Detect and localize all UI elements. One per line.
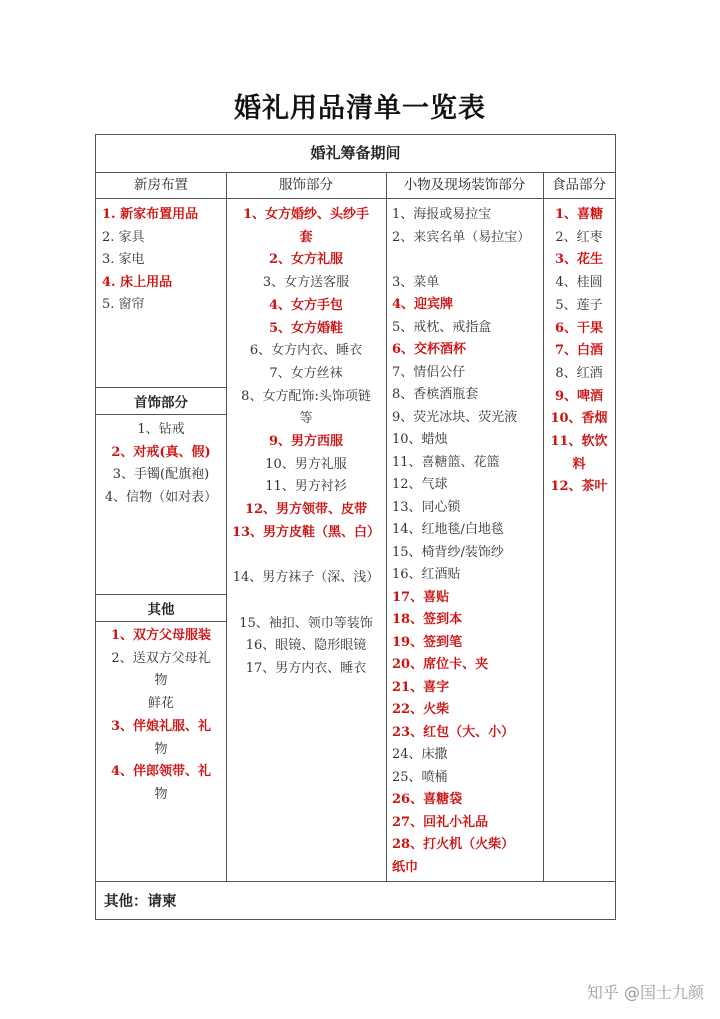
list-item: 7、情侣公仔 bbox=[392, 364, 466, 380]
list-item: 4、迎宾牌 bbox=[392, 297, 454, 312]
list-item: 2、红枣 bbox=[555, 229, 603, 245]
list-item: 3、伴娘礼服、礼 bbox=[110, 718, 212, 734]
column-header-room: 新房布置 bbox=[96, 172, 226, 199]
list-item: 5. 窗帘 bbox=[102, 297, 145, 312]
list-item: 4、信物（如对表） bbox=[104, 489, 218, 505]
list-item: 1、女方婚纱、头纱手 bbox=[242, 207, 370, 222]
list-item: 11、喜糖篮、花篮 bbox=[392, 454, 500, 470]
list-item: 等 bbox=[299, 411, 313, 427]
footer-divider bbox=[96, 881, 615, 882]
column-header-food: 食品部分 bbox=[543, 172, 615, 199]
list-item: 4、伴郎领带、礼 bbox=[110, 764, 212, 780]
list-item: 16、眼镜、隐形眼镜 bbox=[245, 638, 367, 654]
list-item: 1、钻戒 bbox=[137, 422, 185, 437]
list-item: 3、花生 bbox=[554, 252, 604, 268]
list-item: 27、回礼小礼品 bbox=[392, 814, 489, 830]
footer-note: 其他：请柬 bbox=[104, 893, 177, 910]
list-item: 17、男方内衣、睡衣 bbox=[245, 661, 367, 676]
list-item: 9、啤酒 bbox=[554, 388, 604, 404]
column-divider bbox=[386, 172, 387, 881]
list-item: 8、女方配饰:头饰项链 bbox=[241, 388, 371, 404]
list-item: 21、喜字 bbox=[392, 679, 450, 695]
list-item: 3、女方送客服 bbox=[262, 275, 350, 291]
list-item: 1、喜糖 bbox=[554, 207, 604, 222]
list-item: 鲜花 bbox=[147, 696, 174, 712]
list-item: 23、红包（大、小） bbox=[392, 724, 515, 740]
list-item: 物 bbox=[154, 673, 168, 689]
list-item: 纸巾 bbox=[392, 859, 419, 875]
list-item: 14、红地毯/白地毯 bbox=[392, 522, 504, 537]
list-item: 10、蜡烛 bbox=[392, 432, 448, 447]
list-item: 8、红酒 bbox=[555, 365, 603, 381]
list-item: 9、男方西服 bbox=[268, 434, 344, 449]
list-item: 13、男方皮鞋（黑、白） bbox=[231, 524, 381, 540]
list-item: 19、签到笔 bbox=[392, 634, 463, 650]
list-item: 5、莲子 bbox=[555, 297, 603, 313]
list-item: 4. 床上用品 bbox=[102, 274, 173, 290]
checklist-table bbox=[95, 134, 616, 920]
list-item: 3. 家电 bbox=[102, 252, 145, 267]
list-item: 10、男方礼服 bbox=[265, 456, 347, 472]
section-divider bbox=[96, 594, 226, 595]
list-item: 2、女方礼服 bbox=[268, 252, 344, 268]
list-item: 18、签到本 bbox=[392, 612, 463, 627]
column-header-clothing: 服饰部分 bbox=[226, 172, 386, 199]
list-item: 4、女方手包 bbox=[268, 297, 344, 313]
section-divider bbox=[96, 387, 226, 388]
list-item: 15、椅背纱/装饰纱 bbox=[392, 544, 504, 560]
list-item: 2、来宾名单（易拉宝） bbox=[392, 229, 531, 245]
list-item: 9、荧光冰块、荧光液 bbox=[392, 409, 518, 425]
list-item: 22、火柴 bbox=[392, 702, 450, 717]
list-item: 12、男方领带、皮带 bbox=[244, 502, 368, 518]
list-item: 6、干果 bbox=[554, 320, 604, 336]
column-header-decor: 小物及现场装饰部分 bbox=[386, 172, 543, 199]
section-title-jewelry: 首饰部分 bbox=[134, 395, 188, 411]
section-divider bbox=[96, 621, 226, 622]
list-item: 3、手镯(配旗袍) bbox=[112, 467, 210, 482]
list-item: 2. 家具 bbox=[102, 229, 145, 245]
list-item: 12、茶叶 bbox=[550, 479, 608, 495]
list-item: 5、戒枕、戒指盒 bbox=[392, 319, 492, 335]
list-item: 16、红酒贴 bbox=[392, 567, 461, 582]
list-item: 2、对戒(真、假) bbox=[111, 444, 211, 460]
watermark: 知乎 @国士九颜 bbox=[586, 983, 704, 1002]
section-title-other: 其他 bbox=[147, 602, 175, 618]
list-item: 2、送双方父母礼 bbox=[111, 650, 211, 666]
list-item: 12、气球 bbox=[392, 477, 448, 492]
list-item: 6、女方内衣、睡衣 bbox=[249, 343, 363, 359]
list-item: 套 bbox=[299, 229, 313, 245]
page-title: 婚礼用品清单一览表 bbox=[234, 93, 486, 124]
list-item: 11、男方衬衫 bbox=[265, 479, 347, 495]
list-item: 6、交杯酒杯 bbox=[392, 342, 467, 357]
list-item: 物 bbox=[154, 741, 168, 757]
list-item: 26、喜糖袋 bbox=[392, 792, 463, 807]
list-item: 料 bbox=[572, 456, 586, 472]
list-item: 4、桂圆 bbox=[555, 275, 603, 291]
list-item: 1、海报或易拉宝 bbox=[392, 207, 492, 222]
list-item: 11、软饮 bbox=[550, 434, 608, 449]
list-item: 3、菜单 bbox=[392, 274, 440, 290]
list-item: 20、席位卡、夹 bbox=[392, 657, 489, 672]
list-item: 24、床撒 bbox=[392, 747, 448, 762]
list-item: 15、袖扣、领巾等装饰 bbox=[239, 615, 373, 631]
table-header: 婚礼筹备期间 bbox=[96, 135, 615, 173]
list-item: 5、女方婚鞋 bbox=[268, 320, 344, 336]
list-item: 10、香烟 bbox=[550, 411, 608, 427]
column-divider bbox=[226, 172, 227, 881]
list-item: 物 bbox=[154, 786, 168, 802]
list-item: 1. 新家布置用品 bbox=[102, 207, 199, 222]
list-item: 13、同心锁 bbox=[392, 499, 461, 515]
list-item: 8、香槟酒瓶套 bbox=[392, 387, 479, 402]
section-divider bbox=[96, 414, 226, 415]
list-item: 1、双方父母服装 bbox=[110, 628, 212, 643]
list-item: 25、喷桶 bbox=[392, 769, 448, 785]
list-item: 28、打火机（火柴） bbox=[392, 837, 515, 852]
list-item: 7、白酒 bbox=[554, 343, 604, 359]
list-item: 17、喜贴 bbox=[392, 589, 450, 605]
list-item: 7、女方丝袜 bbox=[269, 365, 343, 381]
list-item: 14、男方袜子（深、浅） bbox=[232, 570, 380, 586]
